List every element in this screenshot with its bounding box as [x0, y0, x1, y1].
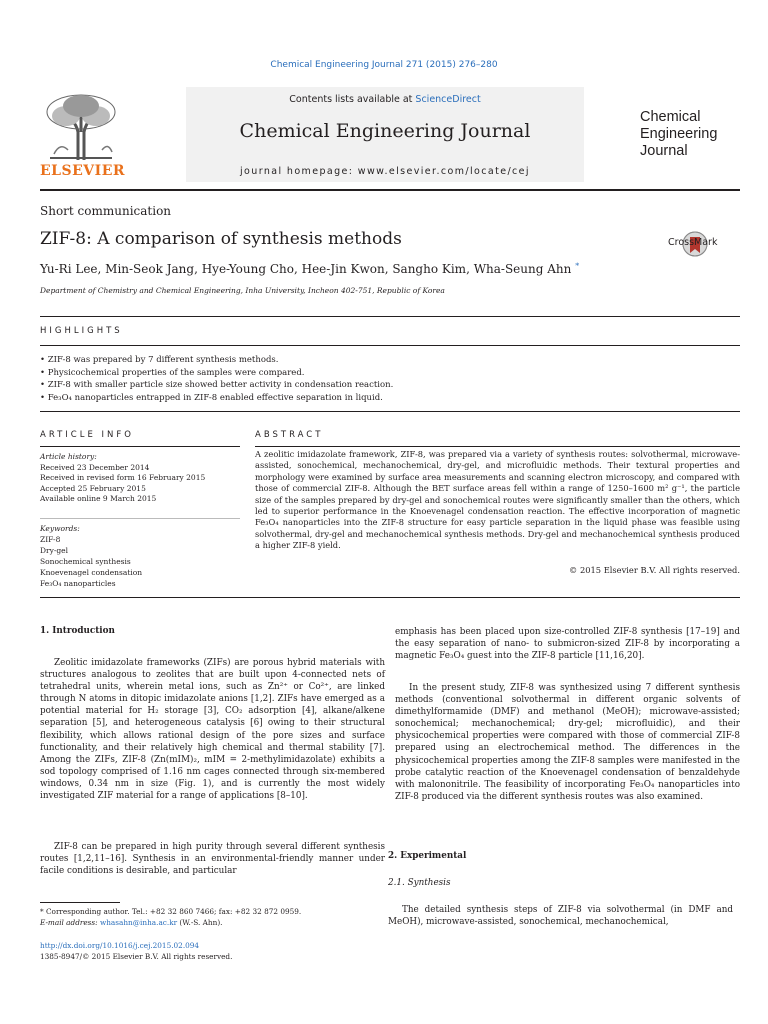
- journal-title: Chemical Engineering Journal: [239, 120, 531, 142]
- history-item: Available online 9 March 2015: [40, 494, 157, 503]
- article-history: [40, 452, 240, 505]
- history-item: Received in revised form 16 February 2015: [40, 473, 206, 482]
- section-rule: [40, 316, 740, 317]
- email-line: [40, 917, 385, 928]
- doi-link[interactable]: http://dx.doi.org/10.1016/j.cej.2015.02.094: [40, 941, 200, 950]
- keywords-rule: [40, 518, 240, 519]
- author-list: [40, 262, 579, 276]
- abstract-text: A zeolitic imidazolate framework, ZIF-8, was prepared via a variety of synthesis routes: solvothermal, microwave-assisted, sonochemical, mechanochemical, dry-gel, and microfluidic methods. Their textural properties and morphology were examined by surface area measurements and scanning electron microscopy, and compared with those of commercial ZIF-8. Although the BET surface areas fell within a range of 1250–1600 m² g⁻¹, the particle size of the samples prepared by dry-gel and sonochemical routes were significantly smaller than the others, which led to superior performance in the Knoevenagel condensation reaction. The effective incorporation of magnetic Fe₃O₄ nanoparticles into the ZIF-8 structure for easy particle separation in the liquid phase was feasible using solvothermal, dry-gel and mechanochemical synthesis methods. Dry-gel and mechanochemical synthesis produced a higher ZIF-8 yield.: [255, 449, 740, 551]
- journal-homepage[interactable]: journal homepage: www.elsevier.com/locate/cej: [240, 166, 530, 177]
- history-item: Received 23 December 2014: [40, 462, 150, 472]
- elsevier-wordmark: ELSEVIER: [40, 163, 126, 179]
- body-paragraph: emphasis has been placed upon size-controlled ZIF-8 synthesis [17–19] and the easy separation of nano- to submicron-sized ZIF-8 by incorporating a magnetic Fe₃O₄ guest into the ZIF-8 particle [11,16,20].: [395, 627, 740, 662]
- footnote-rule: [40, 902, 120, 903]
- keyword-item: Fe₃O₄ nanoparticles: [40, 579, 116, 588]
- contents-line: [186, 94, 584, 105]
- sciencedirect-link[interactable]: ScienceDirect: [415, 94, 481, 105]
- highlights-heading: HIGHLIGHTS: [40, 326, 123, 336]
- cover-title-line: Journal: [640, 143, 688, 159]
- issn-line: 1385-8947/© 2015 Elsevier B.V. All rights reserved.: [40, 952, 233, 961]
- introduction-heading: 1. Introduction: [40, 626, 115, 636]
- journal-reference[interactable]: Chemical Engineering Journal 271 (2015) 276–280: [270, 60, 498, 70]
- highlights-list: [40, 354, 393, 404]
- section-rule: [40, 345, 740, 346]
- article-info-heading: ARTICLE INFO: [40, 430, 134, 440]
- abstract-copyright: © 2015 Elsevier B.V. All rights reserved.: [569, 565, 740, 575]
- section-rule: [40, 597, 740, 598]
- corresponding-author-note: * Corresponding author. Tel.: +82 32 860 7466; fax: +82 32 872 0959.: [40, 907, 302, 916]
- keyword-item: Sonochemical synthesis: [40, 557, 131, 566]
- authors-names: Yu-Ri Lee, Min-Seok Jang, Hye-Young Cho, Hee-Jin Kwon, Sangho Kim, Wha-Seung Ahn: [40, 262, 572, 276]
- keyword-item: Dry-gel: [40, 546, 69, 555]
- email-label: E-mail address:: [40, 918, 100, 927]
- contents-prefix: Contents lists available at: [289, 94, 416, 105]
- abstract-heading: ABSTRACT: [255, 430, 324, 440]
- cover-title-line: Chemical: [640, 109, 701, 125]
- introduction-paragraph: ZIF-8 can be prepared in high purity through several different synthesis routes [1,2,11–16]. Synthesis in an environmental-friendly manner under facile conditions is desirable, and particular: [40, 842, 385, 877]
- email-link[interactable]: whasahn@inha.ac.kr: [99, 918, 178, 927]
- affiliation: Department of Chemistry and Chemical Engineering, Inha University, Incheon 402-751, Republic of Korea: [40, 286, 445, 295]
- section-rule: [40, 446, 240, 447]
- highlight-item: • Fe₃O₄ nanoparticles entrapped in ZIF-8 enabled effective separation in liquid.: [40, 392, 393, 405]
- corresponding-author-mark[interactable]: *: [575, 261, 580, 270]
- keywords-label: Keywords:: [40, 524, 80, 533]
- history-label: Article history:: [40, 452, 97, 461]
- highlight-item: • ZIF-8 was prepared by 7 different synthesis methods.: [40, 354, 393, 367]
- body-paragraph: The detailed synthesis steps of ZIF-8 via solvothermal (in DMF and MeOH), microwave-assisted, sonochemical, mechanochemical,: [388, 905, 733, 928]
- keywords: [40, 523, 240, 589]
- crossmark-label[interactable]: CrossMark: [668, 237, 718, 248]
- synthesis-subheading: 2.1. Synthesis: [388, 878, 451, 888]
- header-rule: [40, 189, 740, 191]
- history-item: Accepted 25 February 2015: [40, 483, 146, 493]
- page-footer: [40, 940, 232, 962]
- footnote: [40, 906, 385, 928]
- introduction-paragraph: Zeolitic imidazolate frameworks (ZIFs) are porous hybrid materials with structures analogous to zeolites that are built upon 4-connected nets of tetrahedral units, wherein metal ions, such as Zn²⁺ or Co²⁺, are linked through N atoms in ditopic imidazolate anions [1,2]. ZIFs have emerged as a potential material for H₂ storage [3], CO₂ adsorption [4], alkane/alkene separation [5], and heterogeneous catalysis [6] owing to their structural flexibility, which allows rational design of the pore sizes and surface functionality, and their relatively high chemical and thermal stability [7]. Among the ZIFs, ZIF-8 (Zn(mIM)₂, mIM = 2-methylimidazolate) exhibits a sod topology comprised of 1.16 nm cages connected through six-membered windows, 0.34 nm in size (Fig. 1), and is currently the most widely investigated ZIF material for a range of applications [8–10].: [40, 658, 385, 802]
- keyword-item: Knoevenagel condensation: [40, 568, 143, 577]
- body-paragraph: In the present study, ZIF-8 was synthesized using 7 different synthesis methods (conventional solvothermal in different organic solvents of dimethylformamide (DMF) and methanol (MeOH); microwave-assisted; sonochemical; mechanochemical; dry-gel; microfluidic), and their physicochemical properties were compared with those of commercial ZIF-8 prepared using an electrochemical method. The differences in the physicochemical properties among the ZIF-8 samples were manifested in the probe catalytic reaction of the Knoevenagel condensation of benzaldehyde with malononitrile. The feasibility of incorporating Fe₃O₄ nanoparticles into ZIF-8 produced via the different synthesis routes was also examined.: [395, 683, 740, 802]
- section-rule: [40, 411, 740, 412]
- email-suffix: (W.-S. Ahn).: [177, 918, 223, 927]
- journal-cover-title: [640, 109, 750, 160]
- highlight-item: • Physicochemical properties of the samples were compared.: [40, 367, 393, 380]
- section-rule: [255, 446, 740, 447]
- article-type: Short communication: [40, 204, 172, 218]
- highlight-item: • ZIF-8 with smaller particle size showed better activity in condensation reaction.: [40, 379, 393, 392]
- keyword-item: ZIF-8: [40, 535, 61, 544]
- cover-title-line: Engineering: [640, 126, 718, 142]
- experimental-heading: 2. Experimental: [388, 851, 467, 861]
- article-title: ZIF-8: A comparison of synthesis methods: [40, 229, 402, 249]
